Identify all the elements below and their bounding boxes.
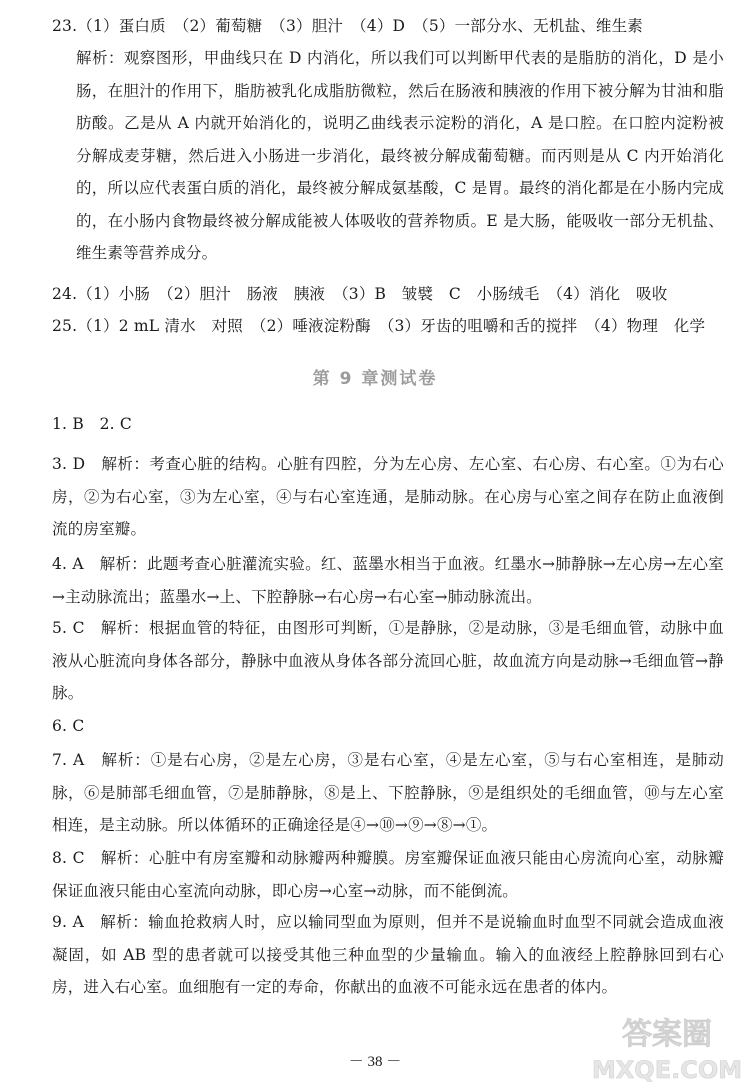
answer-4: 4. A 解析：此题考查心脏灌流实验。红、蓝墨水相当于血液。红墨水→肺静脉→左心房→左心室→主动脉流出；蓝墨水→上、下腔静脉→右心房→右心室→肺动脉流出。 xyxy=(52,555,724,606)
svg-text:MXQE.COM: MXQE.COM xyxy=(592,1056,742,1084)
answer-9: 9. A 解析：输血抢救病人时，应以输同型血为原则，但并不是说输血时血型不同就会造成血液凝固，如 AB 型的患者就可以接受其他三种血型的少量输血。输入的血液经上腔静脉回到右心房，进入右心室。血细胞有一定的寿命，你献出的血液不可能永远在患者的体内。 xyxy=(52,913,724,996)
answer-25: 25.（1）2 mL 清水 对照 （2）唾液淀粉酶 （3）牙齿的咀嚼和舌的搅拌 （4）物理 化学 xyxy=(52,317,706,335)
answer-23-explanation: 解析：观察图形，甲曲线只在 D 内消化，所以我们可以判断甲代表的是脂肪的消化，D 是小肠，在胆汁的作用下，脂肪被乳化成脂肪微粒，然后在肠液和胰液的作用下被分解为甘油和脂肪酸。乙是从 A 内就开始消化的，说明乙曲线表示淀粉的消化，A 是口腔。在口腔内淀粉被分解成麦芽糖，然后进入小肠进一步消化，最终被分解成葡萄糖。而丙则是从 C 内开始消化的，所以应代表蛋白质的消化，最终被分解成氨基酸，C 是胃。最终的消化都是在小肠内完成的，在小肠内食物最终被分解成能被人体吸收的营养物质。E 是大肠，能吸收一部分无机盐、维生素等营养成分。 xyxy=(76,49,724,262)
watermark-logo xyxy=(592,1006,742,1086)
answer-1-2: 1. B 2. C xyxy=(52,415,132,433)
answer-3: 3. D 解析：考查心脏的结构。心脏有四腔，分为左心房、左心室、右心房、右心室。①为右心房，②为右心室，③为左心室，④与右心室连通，是肺动脉。在心房与心室之间存在防止血液倒流的房室瓣。 xyxy=(52,455,724,538)
watermark-icon xyxy=(592,1006,742,1086)
page-number: － 38 － xyxy=(348,1054,402,1070)
svg-text:答案圈: 答案圈 xyxy=(622,1017,712,1052)
answer-7: 7. A 解析：①是右心房，②是左心房，③是右心室，④是左心室，⑤与右心室相连，是肺动脉，⑥是肺部毛细血管，⑦是肺静脉，⑧是上、下腔静脉，⑨是组织处的毛细血管，⑩与左心室相连，是主动脉。所以体循环的正确途径是④→⑩→⑨→⑧→①。 xyxy=(52,751,724,834)
section-title: 第 9 章测试卷 xyxy=(312,369,438,389)
answer-6: 6. C xyxy=(52,717,85,735)
answer-24: 24.（1）小肠 （2）胆汁 肠液 胰液 （3）B 皱襞 C 小肠绒毛 （4）消化 吸收 xyxy=(52,285,668,303)
answer-5: 5. C 解析：根据血管的特征，由图形可判断，①是静脉，②是动脉，③是毛细血管，动脉中血液从心脏流向身体各部分，静脉中血液从身体各部分流回心脏，故血流方向是动脉→毛细血管→静脉。 xyxy=(52,619,724,702)
answer-8: 8. C 解析：心脏中有房室瓣和动脉瓣两种瓣膜。房室瓣保证血液只能由心房流向心室，动脉瓣保证血液只能由心室流向动脉，即心房→心室→动脉，而不能倒流。 xyxy=(52,849,724,900)
answer-23: 23.（1）蛋白质 （2）葡萄糖 （3）胆汁 （4）D （5）一部分水、无机盐、维生素 xyxy=(52,17,643,35)
